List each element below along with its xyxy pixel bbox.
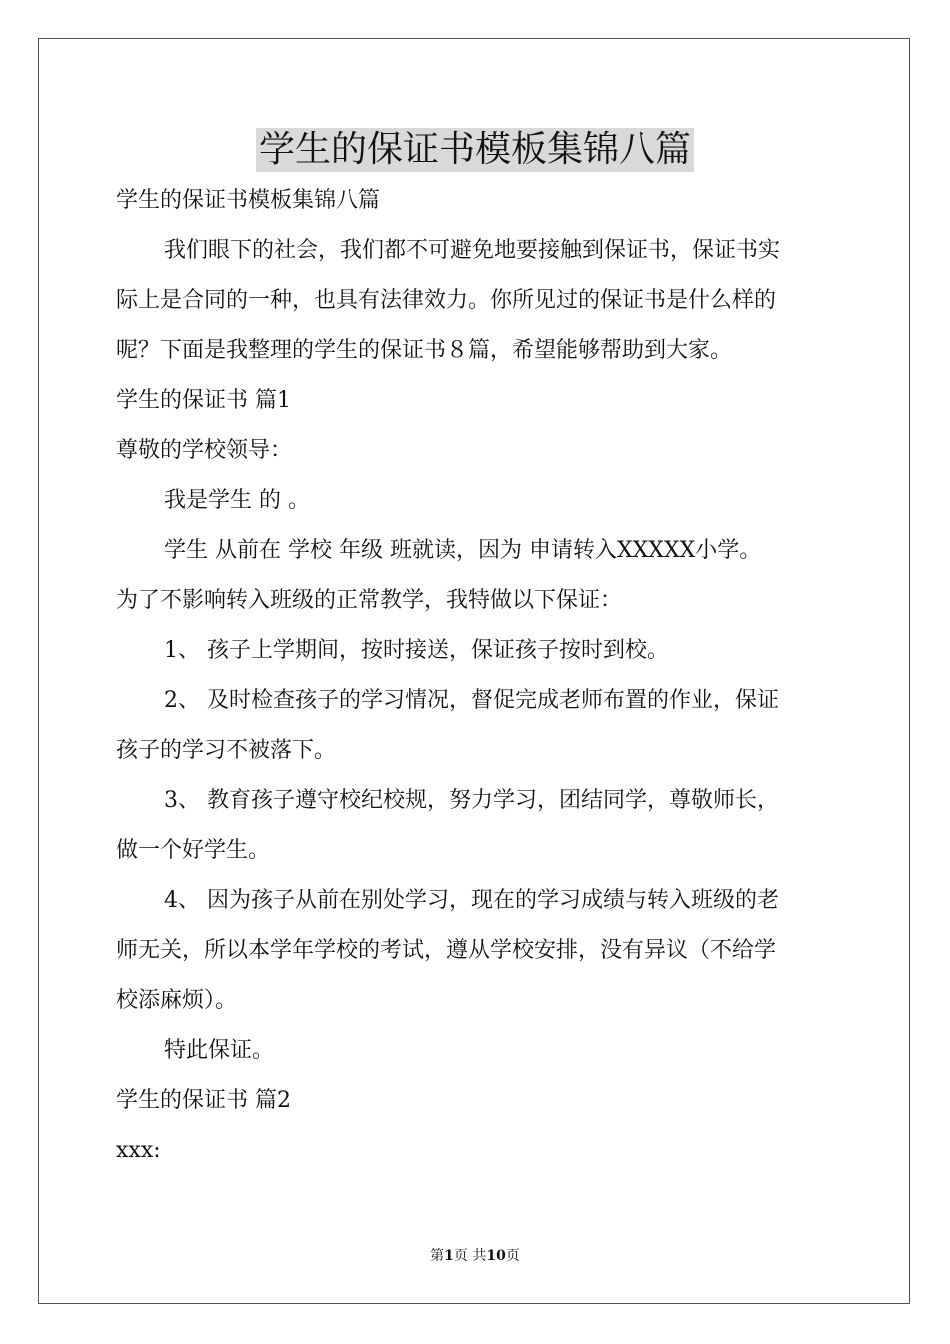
section-heading: 学生的保证书 篇1 <box>116 388 291 413</box>
paragraph-line: 为了不影响转入班级的正常教学，我特做以下保证： <box>116 588 623 613</box>
salutation: xxx: <box>116 1138 161 1163</box>
page-footer <box>0 1247 950 1265</box>
list-item: 4、 因为孩子从前在别处学习，现在的学习成绩与转入班级的老 <box>164 888 779 913</box>
list-item: 1、 孩子上学期间，按时接送，保证孩子按时到校。 <box>164 638 669 663</box>
paragraph-line: 呢？下面是我整理的学生的保证书８篇，希望能够帮助到大家。 <box>116 338 733 363</box>
salutation: 尊敬的学校领导： <box>116 438 293 463</box>
footer-total-pages: 10 <box>486 1248 506 1264</box>
footer-current-page: 1 <box>444 1248 454 1264</box>
paragraph-line: 做一个好学生。 <box>116 838 271 863</box>
paragraph-line: 孩子的学习不被落下。 <box>116 738 337 763</box>
closing-line: 特此保证。 <box>164 1038 275 1063</box>
paragraph-line: 我是学生 的 。 <box>164 488 310 513</box>
footer-middle: 页 共 <box>453 1248 487 1264</box>
list-item: 2、 及时检查孩子的学习情况，督促完成老师布置的作业，保证 <box>164 688 779 713</box>
title-container <box>0 128 950 172</box>
list-item: 3、 教育孩子遵守校纪校规，努力学习，团结同学，尊敬师长， <box>164 788 779 813</box>
paragraph-line: 学生 从前在 学校 年级 班就读，因为 申请转入XXXXX小学。 <box>164 538 762 563</box>
section-heading: 学生的保证书 篇2 <box>116 1088 291 1113</box>
paragraph-line: 师无关，所以本学年学校的考试，遵从学校安排，没有异议（不给学 <box>116 938 777 963</box>
document-body <box>116 176 836 1176</box>
footer-prefix: 第 <box>430 1248 445 1264</box>
paragraph-line: 学生的保证书模板集锦八篇 <box>116 188 381 213</box>
paragraph-line: 我们眼下的社会，我们都不可避免地要接触到保证书，保证书实 <box>164 238 781 263</box>
paragraph-line: 校添麻烦）。 <box>116 988 238 1013</box>
paragraph-line: 际上是合同的一种，也具有法律效力。你所见过的保证书是什么样的 <box>116 288 777 313</box>
document-title: 学生的保证书模板集锦八篇 <box>256 128 694 172</box>
footer-suffix: 页 <box>505 1248 520 1264</box>
